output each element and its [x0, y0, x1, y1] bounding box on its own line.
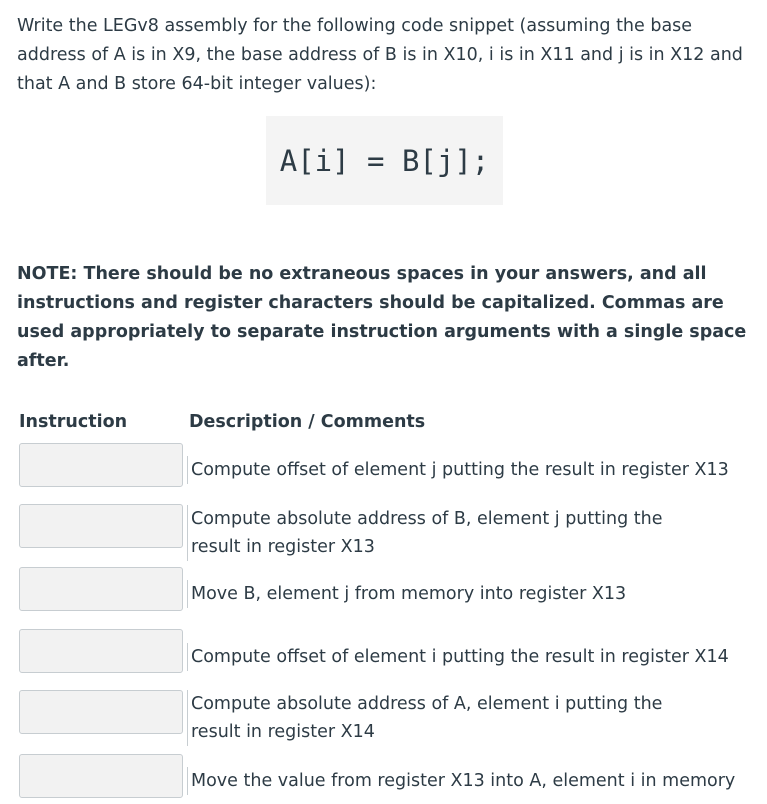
code-snippet: A[i] = B[j];: [279, 143, 490, 178]
description-row-5: Compute absolute address of A, element i putting the result in register X14: [187, 690, 707, 746]
description-row-2: Compute absolute address of B, element j putting the result in register X13: [187, 505, 707, 561]
instruction-input-5[interactable]: [19, 690, 183, 734]
description-row-6: Move the value from register X13 into A, element i in memory: [187, 767, 747, 795]
instruction-input-3[interactable]: [19, 567, 183, 611]
description-row-4: Compute offset of element i putting the result in register X14: [187, 643, 747, 671]
description-column-header: Description / Comments: [189, 412, 426, 432]
instruction-input-6[interactable]: [19, 754, 183, 798]
code-snippet-box: [266, 116, 503, 205]
description-row-1: Compute offset of element j putting the result in register X13: [187, 456, 747, 484]
note-text: NOTE: There should be no extraneous spaces in your answers, and all instructions and register characters should be capitalized. Commas are used appropriately to separate instruction arguments with a single space after.: [17, 264, 747, 371]
instruction-input-4[interactable]: [19, 629, 183, 673]
instruction-input-1[interactable]: [19, 443, 183, 487]
instruction-input-2[interactable]: [19, 504, 183, 548]
question-text: Write the LEGv8 assembly for the following code snippet (assuming the base address of A is in X9, the base address of B is in X10, i is in X11 and j is in X12 and that A and B store 64-bit integer values):: [17, 16, 743, 94]
description-row-3: Move B, element j from memory into register X13: [187, 580, 747, 608]
instruction-column-header: Instruction: [19, 412, 128, 432]
